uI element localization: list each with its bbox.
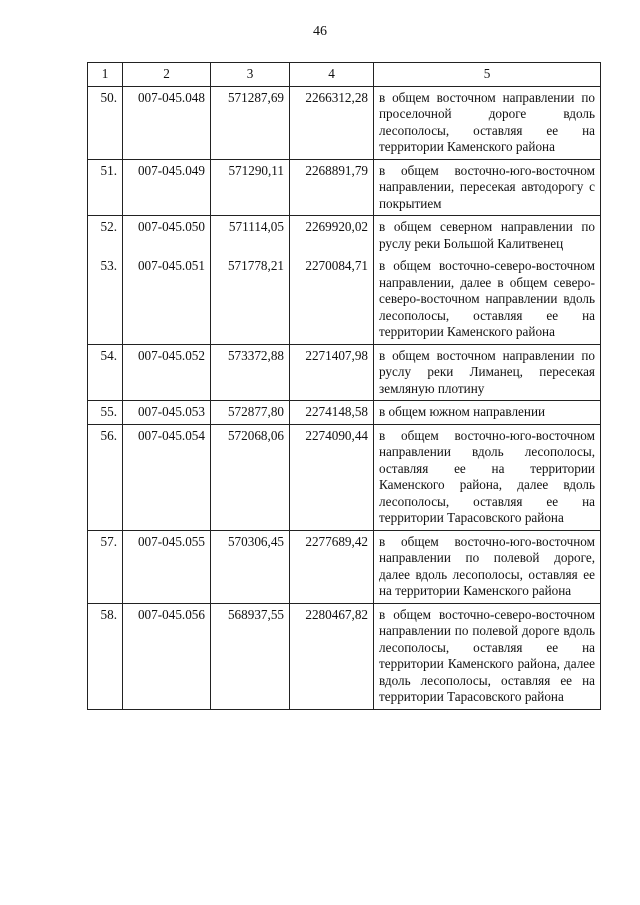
x-coordinate: 570306,45 <box>211 530 290 603</box>
row-number: 53. <box>88 255 123 344</box>
boundary-points-table <box>87 62 601 710</box>
row-number: 52. <box>88 216 123 256</box>
point-code: 007-045.051 <box>123 255 211 344</box>
row-number: 57. <box>88 530 123 603</box>
table-row <box>88 530 601 603</box>
row-number: 54. <box>88 344 123 401</box>
header-col-4: 4 <box>290 63 374 87</box>
header-col-1: 1 <box>88 63 123 87</box>
header-col-3: 3 <box>211 63 290 87</box>
direction-description: в общем восточно-северо-восточном направлении по полевой дороге вдоль лесополосы, оставляя ее на территории Каменского района, далее вдоль лесополосы, оставляя ее на территории Тарасовского района <box>374 603 601 709</box>
row-number: 58. <box>88 603 123 709</box>
y-coordinate: 2277689,42 <box>290 530 374 603</box>
point-code: 007-045.050 <box>123 216 211 256</box>
x-coordinate: 573372,88 <box>211 344 290 401</box>
direction-description: в общем восточном направлении по проселочной дороге вдоль лесополосы, оставляя ее на территории Каменского района <box>374 86 601 159</box>
y-coordinate: 2266312,28 <box>290 86 374 159</box>
y-coordinate: 2270084,71 <box>290 255 374 344</box>
x-coordinate: 571290,11 <box>211 159 290 216</box>
point-code: 007-045.054 <box>123 424 211 530</box>
y-coordinate: 2274148,58 <box>290 401 374 425</box>
direction-description: в общем восточно-юго-восточном направлении вдоль лесополосы, оставляя ее на территории Каменского района, далее вдоль лесополосы, оставляя ее на территории Тарасовского района <box>374 424 601 530</box>
direction-description: в общем северном направлении по руслу реки Большой Калитвенец <box>374 216 601 256</box>
row-number: 55. <box>88 401 123 425</box>
row-number: 51. <box>88 159 123 216</box>
header-col-2: 2 <box>123 63 211 87</box>
table-row <box>88 255 601 344</box>
x-coordinate: 571778,21 <box>211 255 290 344</box>
page-number: 46 <box>313 24 327 39</box>
y-coordinate: 2271407,98 <box>290 344 374 401</box>
header-col-5: 5 <box>374 63 601 87</box>
point-code: 007-045.055 <box>123 530 211 603</box>
table-row <box>88 86 601 159</box>
direction-description: в общем восточно-юго-восточном направлении по полевой дороге, далее вдоль лесополосы, оставляя ее на территории Каменского района <box>374 530 601 603</box>
y-coordinate: 2269920,02 <box>290 216 374 256</box>
point-code: 007-045.048 <box>123 86 211 159</box>
row-number: 50. <box>88 86 123 159</box>
table-row <box>88 401 601 425</box>
point-code: 007-045.053 <box>123 401 211 425</box>
point-code: 007-045.049 <box>123 159 211 216</box>
x-coordinate: 571114,05 <box>211 216 290 256</box>
y-coordinate: 2280467,82 <box>290 603 374 709</box>
direction-description: в общем восточно-юго-восточном направлении, пересекая автодорогу с покрытием <box>374 159 601 216</box>
table-row <box>88 159 601 216</box>
table-row <box>88 216 601 256</box>
point-code: 007-045.052 <box>123 344 211 401</box>
y-coordinate: 2274090,44 <box>290 424 374 530</box>
x-coordinate: 572068,06 <box>211 424 290 530</box>
direction-description: в общем восточно-северо-восточном направлении, далее в общем северо-северо-восточном направлении вдоль лесополосы, оставляя ее на территории Каменского района <box>374 255 601 344</box>
header-row <box>88 63 601 87</box>
direction-description: в общем южном направлении <box>374 401 601 425</box>
x-coordinate: 572877,80 <box>211 401 290 425</box>
table-row <box>88 344 601 401</box>
x-coordinate: 571287,69 <box>211 86 290 159</box>
table-row <box>88 603 601 709</box>
row-number: 56. <box>88 424 123 530</box>
table-row <box>88 424 601 530</box>
y-coordinate: 2268891,79 <box>290 159 374 216</box>
direction-description: в общем восточном направлении по руслу реки Лиманец, пересекая земляную плотину <box>374 344 601 401</box>
x-coordinate: 568937,55 <box>211 603 290 709</box>
point-code: 007-045.056 <box>123 603 211 709</box>
